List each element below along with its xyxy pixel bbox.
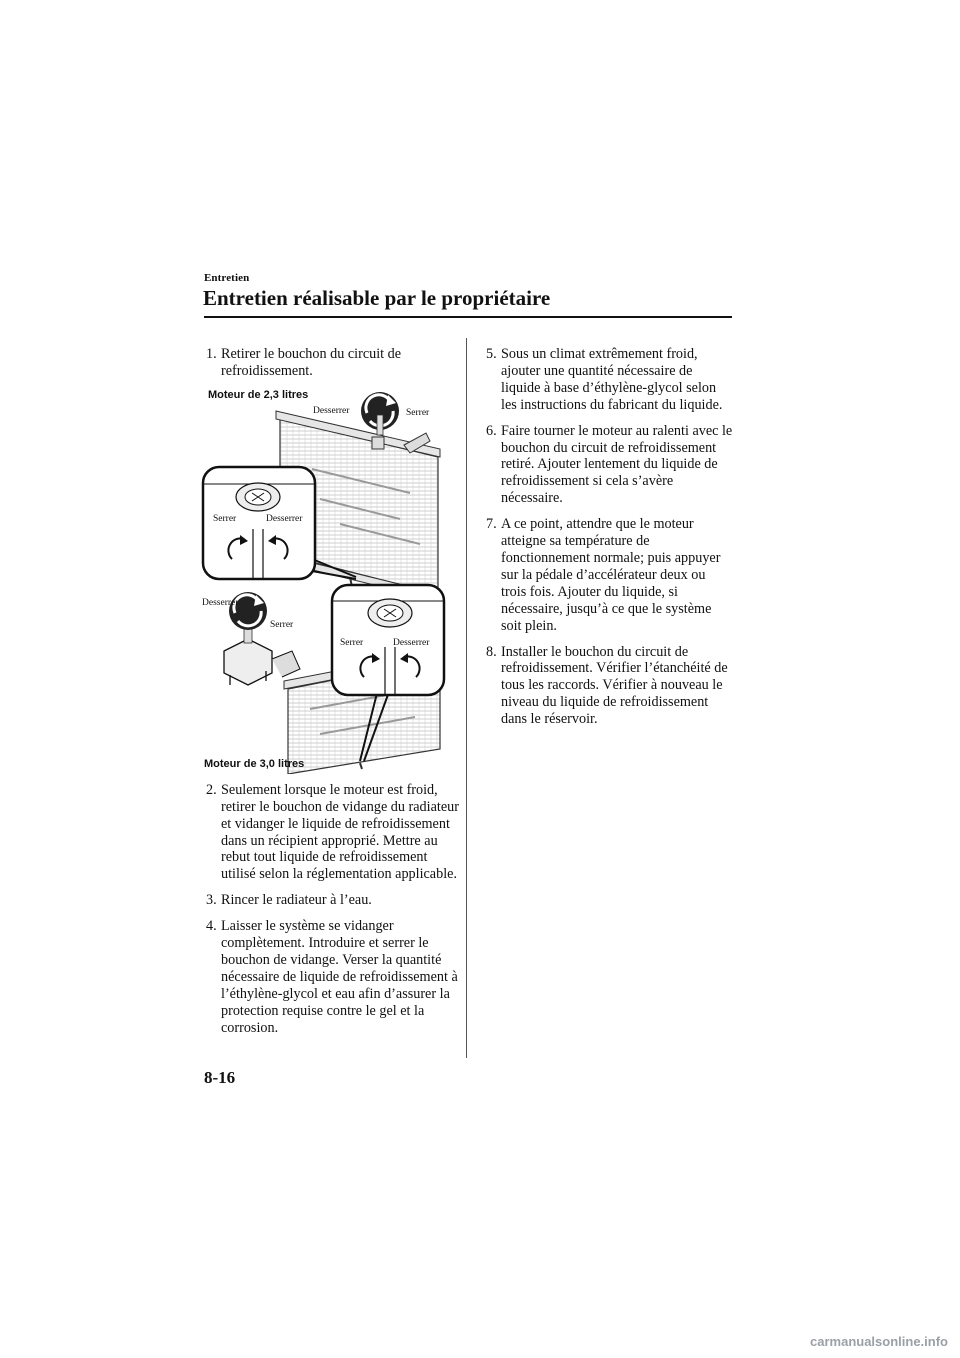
step-1: 1. Retirer le bouchon du circuit de refroidissement. (206, 346, 402, 379)
step-5: 5. Sous un climat extrêmement froid, ajouter une quantité nécessaire de liquide à base d’éthylène-glycol selon les instructions du fabricant du liquide. (486, 346, 723, 413)
engine-label-2-3: Moteur de 2,3 litres (208, 388, 309, 401)
radiator-cap-figure (200, 389, 454, 774)
tighten-label-lower-cap: Serrer (270, 619, 294, 630)
step-6: 6. Faire tourner le moteur au ralenti avec le bouchon du circuit de refroidissement retiré. Ajouter lentement du liquide de refroidissement si cela s’avère nécessaire. (486, 422, 733, 507)
step-4: 4. Laisser le système se vidanger complètement. Introduire et serrer le bouchon de vidange. Verser la quantité nécessaire de liquide de refroidissement à l’éthylène-glycol et eau afin d’assurer la protection requise contre le gel et la corrosion. (206, 918, 458, 1036)
tighten-label-upper-plug: Serrer (213, 513, 237, 524)
tighten-label-upper-cap: Serrer (406, 407, 430, 418)
left-column (202, 346, 460, 1046)
column-divider (466, 338, 467, 1058)
tighten-label-lower-plug: Serrer (340, 637, 364, 648)
loosen-label-lower-cap: Desserrer (202, 597, 239, 608)
loosen-label-lower-plug: Desserrer (393, 637, 430, 648)
step-8: 8. Installer le bouchon du circuit de refroidissement. Vérifier l’étanchéité de tous les raccords. Vérifier à nouveau le niveau du liquide de refroidissement dans le réservoir. (486, 643, 728, 728)
radiator-cap-illustration (200, 389, 454, 774)
upper-cap-rotation-icon (361, 392, 399, 435)
step-2: 2. Seulement lorsque le moteur est froid, retirer le bouchon de vidange du radiateur et vidanger le liquide de refroidissement dans un récipient approprié. Mettre au rebut tout liquide de refroidissement utilisé selon la réglementation applicable. (206, 781, 459, 883)
watermark: carmanualsonline.info (810, 1334, 948, 1349)
page-number: 8-16 (204, 1068, 236, 1087)
title-rule (204, 316, 732, 318)
loosen-label-upper-cap: Desserrer (313, 405, 350, 416)
steps-list-left-continued (206, 782, 460, 1037)
step-3: 3. Rincer le radiateur à l’eau. (206, 892, 372, 909)
page-title: Entretien réalisable par le propriétaire (203, 286, 551, 310)
engine-label-3-0: Moteur de 3,0 litres (204, 757, 305, 770)
steps-list-right (486, 346, 734, 728)
loosen-label-upper-plug: Desserrer (266, 513, 303, 524)
steps-list-left (206, 346, 460, 380)
lower-reservoir (224, 629, 300, 685)
step-7: 7. A ce point, attendre que le moteur atteigne sa température de fonctionnement normale; puis appuyer sur la pédale d’accélérateur deux ou trois fois. Ajouter du liquide, si nécessaire, jusqu’à ce que le système soit plein. (486, 516, 721, 634)
section-label: Entretien (204, 272, 250, 284)
right-column (486, 346, 734, 737)
